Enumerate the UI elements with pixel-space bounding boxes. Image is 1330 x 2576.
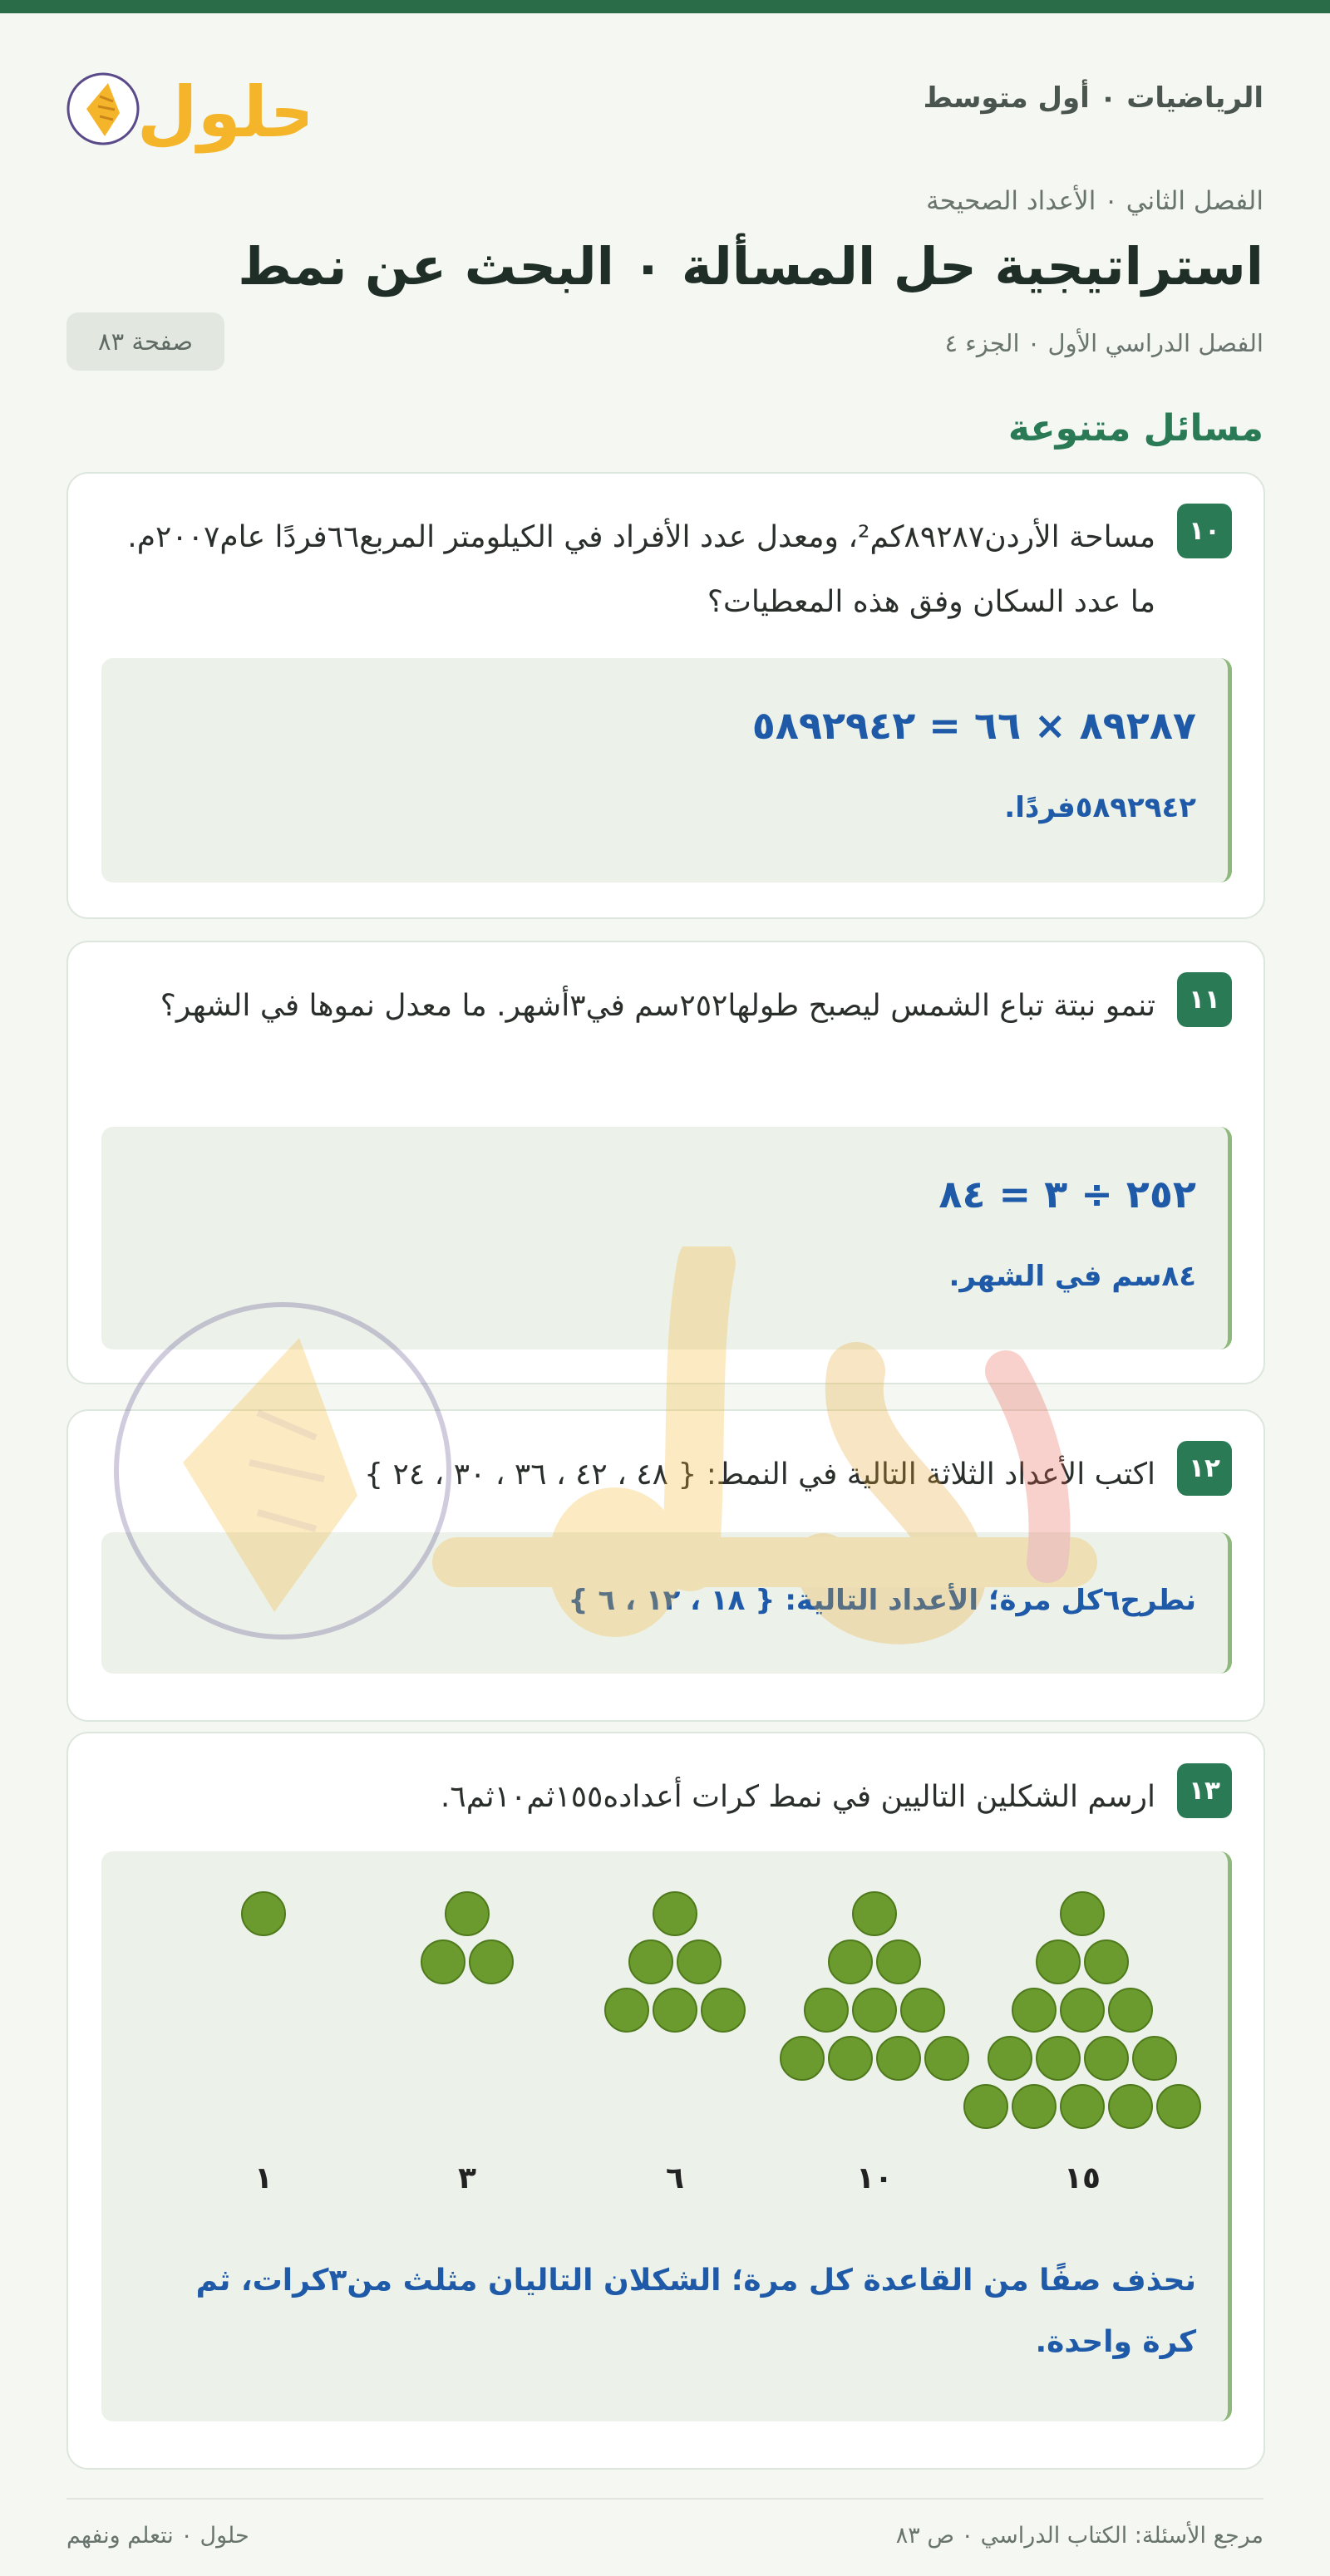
ball-count-label: ١: [254, 2161, 273, 2195]
ball: [242, 1892, 285, 1935]
section-title: مسائل متنوعة: [1007, 407, 1264, 450]
ball: [1157, 2085, 1200, 2128]
ball: [1085, 1940, 1128, 1984]
ball: [877, 2037, 920, 2080]
subject-label: الرياضيات ٠ أول متوسط: [923, 81, 1264, 115]
footer-source: مرجع الأسئلة: الكتاب الدراسي ٠ ص ٨٣: [895, 2523, 1264, 2549]
answer-box: [101, 658, 1232, 882]
semester-label: الفصل الدراسي الأول ٠ الجزء ٤: [944, 329, 1264, 357]
ball: [1061, 2085, 1104, 2128]
ball: [1109, 2085, 1152, 2128]
footer-brand: حلول ٠ نتعلم ونفهم: [66, 2523, 249, 2549]
problem-card-12: [66, 1409, 1265, 1722]
problem-number-badge: ١٢: [1177, 1441, 1232, 1496]
lesson-title: استراتيجية حل المسألة ٠ البحث عن نمط: [238, 236, 1264, 297]
ball: [1012, 1989, 1056, 2032]
problem-question: اكتب الأعداد الثلاثة التالية في النمط: { ٤٨ ، ٤٢ ، ٣٦ ، ٣٠ ، ٢٤ }: [364, 1458, 1155, 1492]
ball: [677, 1940, 721, 1984]
answer-box: [101, 1127, 1232, 1349]
ball: [853, 1892, 896, 1935]
problem-question: ارسم الشكلين التاليين في نمط كرات أعداده١٥٥ثم١٠ثم٦.: [440, 1780, 1155, 1814]
ball: [964, 2085, 1007, 2128]
problem-card-13: [66, 1732, 1265, 2470]
ball: [988, 2037, 1032, 2080]
page-badge: صفحة ٨٣: [66, 312, 224, 371]
header: [66, 13, 1264, 188]
ball: [781, 2037, 824, 2080]
problem-card-11: [66, 941, 1265, 1384]
problem-question: مساحة الأردن٨٩٢٨٧كم²، ومعدل عدد الأفراد في الكيلومتر المربع٦٦فردًا عام٢٠٠٧م. ما عدد السكان وفق هذه المعطيات؟: [127, 520, 1155, 619]
answer-box: [101, 1851, 1232, 2421]
top-accent-bar: [0, 0, 1330, 13]
ball: [829, 2037, 872, 2080]
answer-text: ٨٤سم في الشهر.: [948, 1260, 1196, 1293]
ball: [653, 1989, 697, 2032]
logo-icon: [66, 63, 308, 155]
ball: [901, 1989, 944, 2032]
ball: [629, 1940, 672, 1984]
logo-text: حلول: [136, 71, 308, 153]
ball: [1037, 1940, 1080, 1984]
problem-number-badge: ١٠: [1177, 504, 1232, 558]
answer-equation: ٢٥٢ ÷ ٣ = ٨٤: [938, 1172, 1196, 1217]
ball: [653, 1892, 697, 1935]
ball: [470, 1940, 513, 1984]
answer-text: نطرح٦كل مرة؛ الأعداد التالية: { ١٨ ، ١٢ ، ٦ }: [568, 1584, 1196, 1617]
ball-count-label: ٣: [458, 2161, 476, 2195]
ball-count-label: ١٠: [856, 2161, 893, 2195]
ball: [421, 1940, 465, 1984]
problem-question: تنمو نبتة تباع الشمس ليصبح طولها٢٥٢سم في٣أشهر. ما معدل نموها في الشهر؟: [160, 989, 1155, 1023]
chapter-label: الفصل الثاني ٠ الأعداد الصحيحة: [926, 186, 1264, 216]
hulul-logo[interactable]: [66, 63, 308, 155]
ball: [1037, 2037, 1080, 2080]
ball-count-label: ١٥: [1064, 2161, 1101, 2195]
footer-divider: [66, 2498, 1264, 2500]
ball-pattern-figure: [101, 1851, 1232, 2267]
ball: [877, 1940, 920, 1984]
ball: [446, 1892, 489, 1935]
ball: [1061, 1892, 1104, 1935]
answer-equation: ٨٩٢٨٧ × ٦٦ = ٥٨٩٢٩٤٢: [751, 703, 1196, 748]
ball: [853, 1989, 896, 2032]
ball: [805, 1989, 848, 2032]
answer-text: نحذف صفًا من القاعدة كل مرة؛ الشكلان التاليان مثلث من٣كرات، ثم كرة واحدة.: [195, 2264, 1196, 2359]
ball: [829, 1940, 872, 1984]
ball: [1133, 2037, 1176, 2080]
ball: [1012, 2085, 1056, 2128]
problem-card-10: [66, 472, 1265, 919]
ball: [925, 2037, 968, 2080]
ball-count-label: ٦: [666, 2161, 684, 2195]
ball: [605, 1989, 648, 2032]
ball: [702, 1989, 745, 2032]
answer-text: ٥٨٩٢٩٤٢فردًا.: [1004, 791, 1196, 824]
ball: [1085, 2037, 1128, 2080]
ball: [1109, 1989, 1152, 2032]
ball: [1061, 1989, 1104, 2032]
page: [66, 13, 1264, 2549]
answer-box: [101, 1532, 1232, 1674]
problem-number-badge: ١١: [1177, 972, 1232, 1027]
problem-number-badge: ١٣: [1177, 1763, 1232, 1818]
